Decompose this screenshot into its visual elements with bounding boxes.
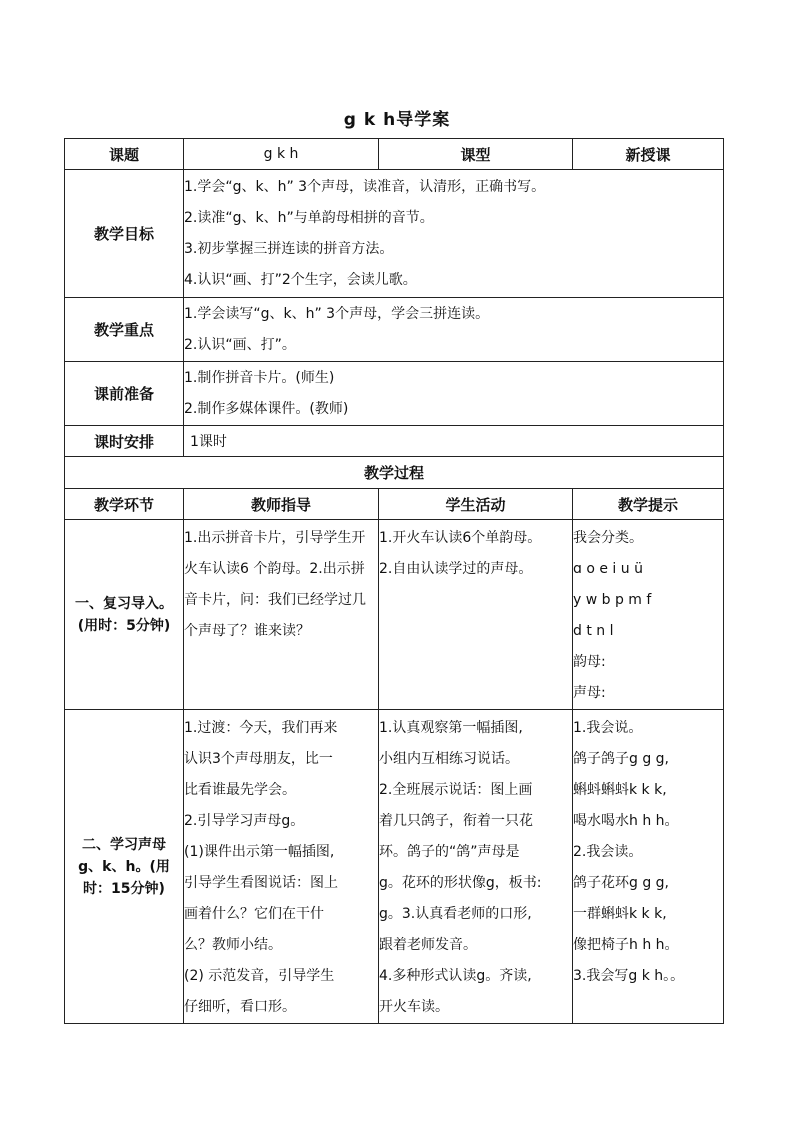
objective-item: 2.读准“g、k、h”与单韵母相拼的音节。 (184, 210, 434, 226)
student-activity-line: 环。鸽子的“鸽”声母是 (379, 844, 520, 860)
teacher-line: 引导学生看图说话：图上 (184, 875, 338, 891)
teacher-line: 比看谁最先学会。 (184, 782, 296, 798)
process-header-stage: 教学环节 (65, 489, 184, 520)
student-activity-line: 小组内互相练习说话。 (379, 751, 519, 767)
objectives-row (65, 170, 724, 298)
type-label: 课型 (379, 139, 573, 170)
tip-line: d t n l (573, 623, 614, 639)
stage-name-line: g、k、h。(用 (78, 858, 170, 875)
student-activity-line: 2.全班展示说话：图上画 (379, 782, 533, 798)
tip-line: 一群蝌蚪k k k, (573, 906, 667, 922)
teacher-line: 画着什么？它们在干什 (184, 906, 324, 922)
teacher-guidance: 1.出示拼音卡片，引导学生开火车认读6 个韵母。2.出示拼音卡片，问：我们已经学过几个声母了？谁来读？ (184, 530, 366, 639)
tip-line: 3.我会写g k h。。 (573, 968, 685, 984)
student-activity-line: 跟着老师发音。 (379, 937, 477, 953)
tip-line: 韵母: (573, 654, 606, 670)
tip-line: y w b p m f (573, 592, 652, 608)
student-activity-line: 1.认真观察第一幅插图, (379, 720, 523, 736)
objectives-label: 教学目标 (65, 170, 184, 298)
schedule-label: 课时安排 (65, 426, 184, 457)
schedule-value: 1课时 (184, 426, 724, 457)
objective-item: 1.学会“g、k、h” 3个声母，读准音，认清形，正确书写。 (184, 179, 546, 195)
topic-row (65, 139, 724, 170)
tip-line: 鸽子鸽子g g g, (573, 751, 670, 767)
key-points-label: 教学重点 (65, 298, 184, 362)
teacher-line: 认识3个声母朋友，比一 (184, 751, 333, 767)
tip-line: 蝌蚪蝌蚪k k k, (573, 782, 667, 798)
stage-name-learn (65, 710, 184, 1024)
preparation-item: 2.制作多媒体课件。(教师) (184, 401, 349, 417)
stage-name-line: 一、复习导入。 (75, 595, 173, 612)
tip-line: 鸽子花环g g g, (573, 875, 670, 891)
stage-tips-review (573, 520, 724, 710)
student-activity-line: g。花环的形状像g，板书: (379, 875, 542, 891)
document-title: g k h导学案 (343, 110, 451, 130)
student-activity-line: 1.开火车认读6个单韵母。 (379, 530, 542, 546)
stage-teacher-review (184, 520, 379, 710)
student-activity-line: 开火车读。 (379, 999, 449, 1015)
teacher-line: (2) 示范发音，引导学生 (184, 968, 335, 984)
topic-label: 课题 (65, 139, 184, 170)
student-activity-line: 着几只鸽子，衔着一只花 (379, 813, 533, 829)
preparation-row (65, 362, 724, 426)
process-title-row (65, 457, 724, 489)
type-value: 新授课 (573, 139, 724, 170)
stage-name-line: (用时：5分钟) (77, 617, 171, 634)
schedule-row (65, 426, 724, 457)
key-point-item: 2.认识“画、打”。 (184, 337, 296, 353)
stage-name-line: 时：15分钟) (83, 880, 165, 897)
objectives-content (184, 170, 724, 298)
tip-line: 2.我会读。 (573, 844, 643, 860)
stage-teacher-learn (184, 710, 379, 1024)
teacher-line: 2.引导学习声母g。 (184, 813, 305, 829)
tip-line: ɑ o e i u ü (573, 561, 643, 577)
stage-row-review (65, 520, 724, 710)
tip-line: 我会分类。 (573, 530, 643, 546)
process-header-tips: 教学提示 (573, 489, 724, 520)
student-activity-line: 4.多种形式认读g。齐读, (379, 968, 532, 984)
objective-item: 4.认识“画、打”2个生字，会读儿歌。 (184, 272, 417, 288)
process-header-row (65, 489, 724, 520)
key-points-row (65, 298, 724, 362)
teacher-line: 么？教师小结。 (184, 937, 282, 953)
process-header-teacher: 教师指导 (184, 489, 379, 520)
preparation-item: 1.制作拼音卡片。(师生) (184, 370, 335, 386)
process-title: 教学过程 (65, 457, 724, 489)
stage-tips-learn (573, 710, 724, 1024)
preparation-content (184, 362, 724, 426)
objective-item: 3.初步掌握三拼连读的拼音方法。 (184, 241, 394, 257)
lesson-plan-table (64, 138, 724, 1024)
stage-name-review (65, 520, 184, 710)
stage-student-learn (379, 710, 573, 1024)
tip-line: 喝水喝水h h h。 (573, 813, 679, 829)
preparation-label: 课前准备 (65, 362, 184, 426)
process-header-student: 学生活动 (379, 489, 573, 520)
tip-line: 像把椅子h h h。 (573, 937, 679, 953)
tip-line: 声母: (573, 685, 606, 701)
key-points-content (184, 298, 724, 362)
stage-name-line: 二、学习声母 (82, 836, 166, 853)
tip-line: 1.我会说。 (573, 720, 643, 736)
teacher-line: 仔细听，看口形。 (184, 999, 296, 1015)
teacher-line: (1)课件出示第一幅插图, (184, 844, 335, 860)
key-point-item: 1.学会读写“g、k、h” 3个声母，学会三拼连读。 (184, 306, 490, 322)
stage-row-learn (65, 710, 724, 1024)
student-activity-line: 2.自由认读学过的声母。 (379, 561, 533, 577)
student-activity-line: g。3.认真看老师的口形, (379, 906, 532, 922)
stage-student-review (379, 520, 573, 710)
teacher-line: 1.过渡：今天，我们再来 (184, 720, 338, 736)
topic-value: g k h (184, 139, 379, 170)
